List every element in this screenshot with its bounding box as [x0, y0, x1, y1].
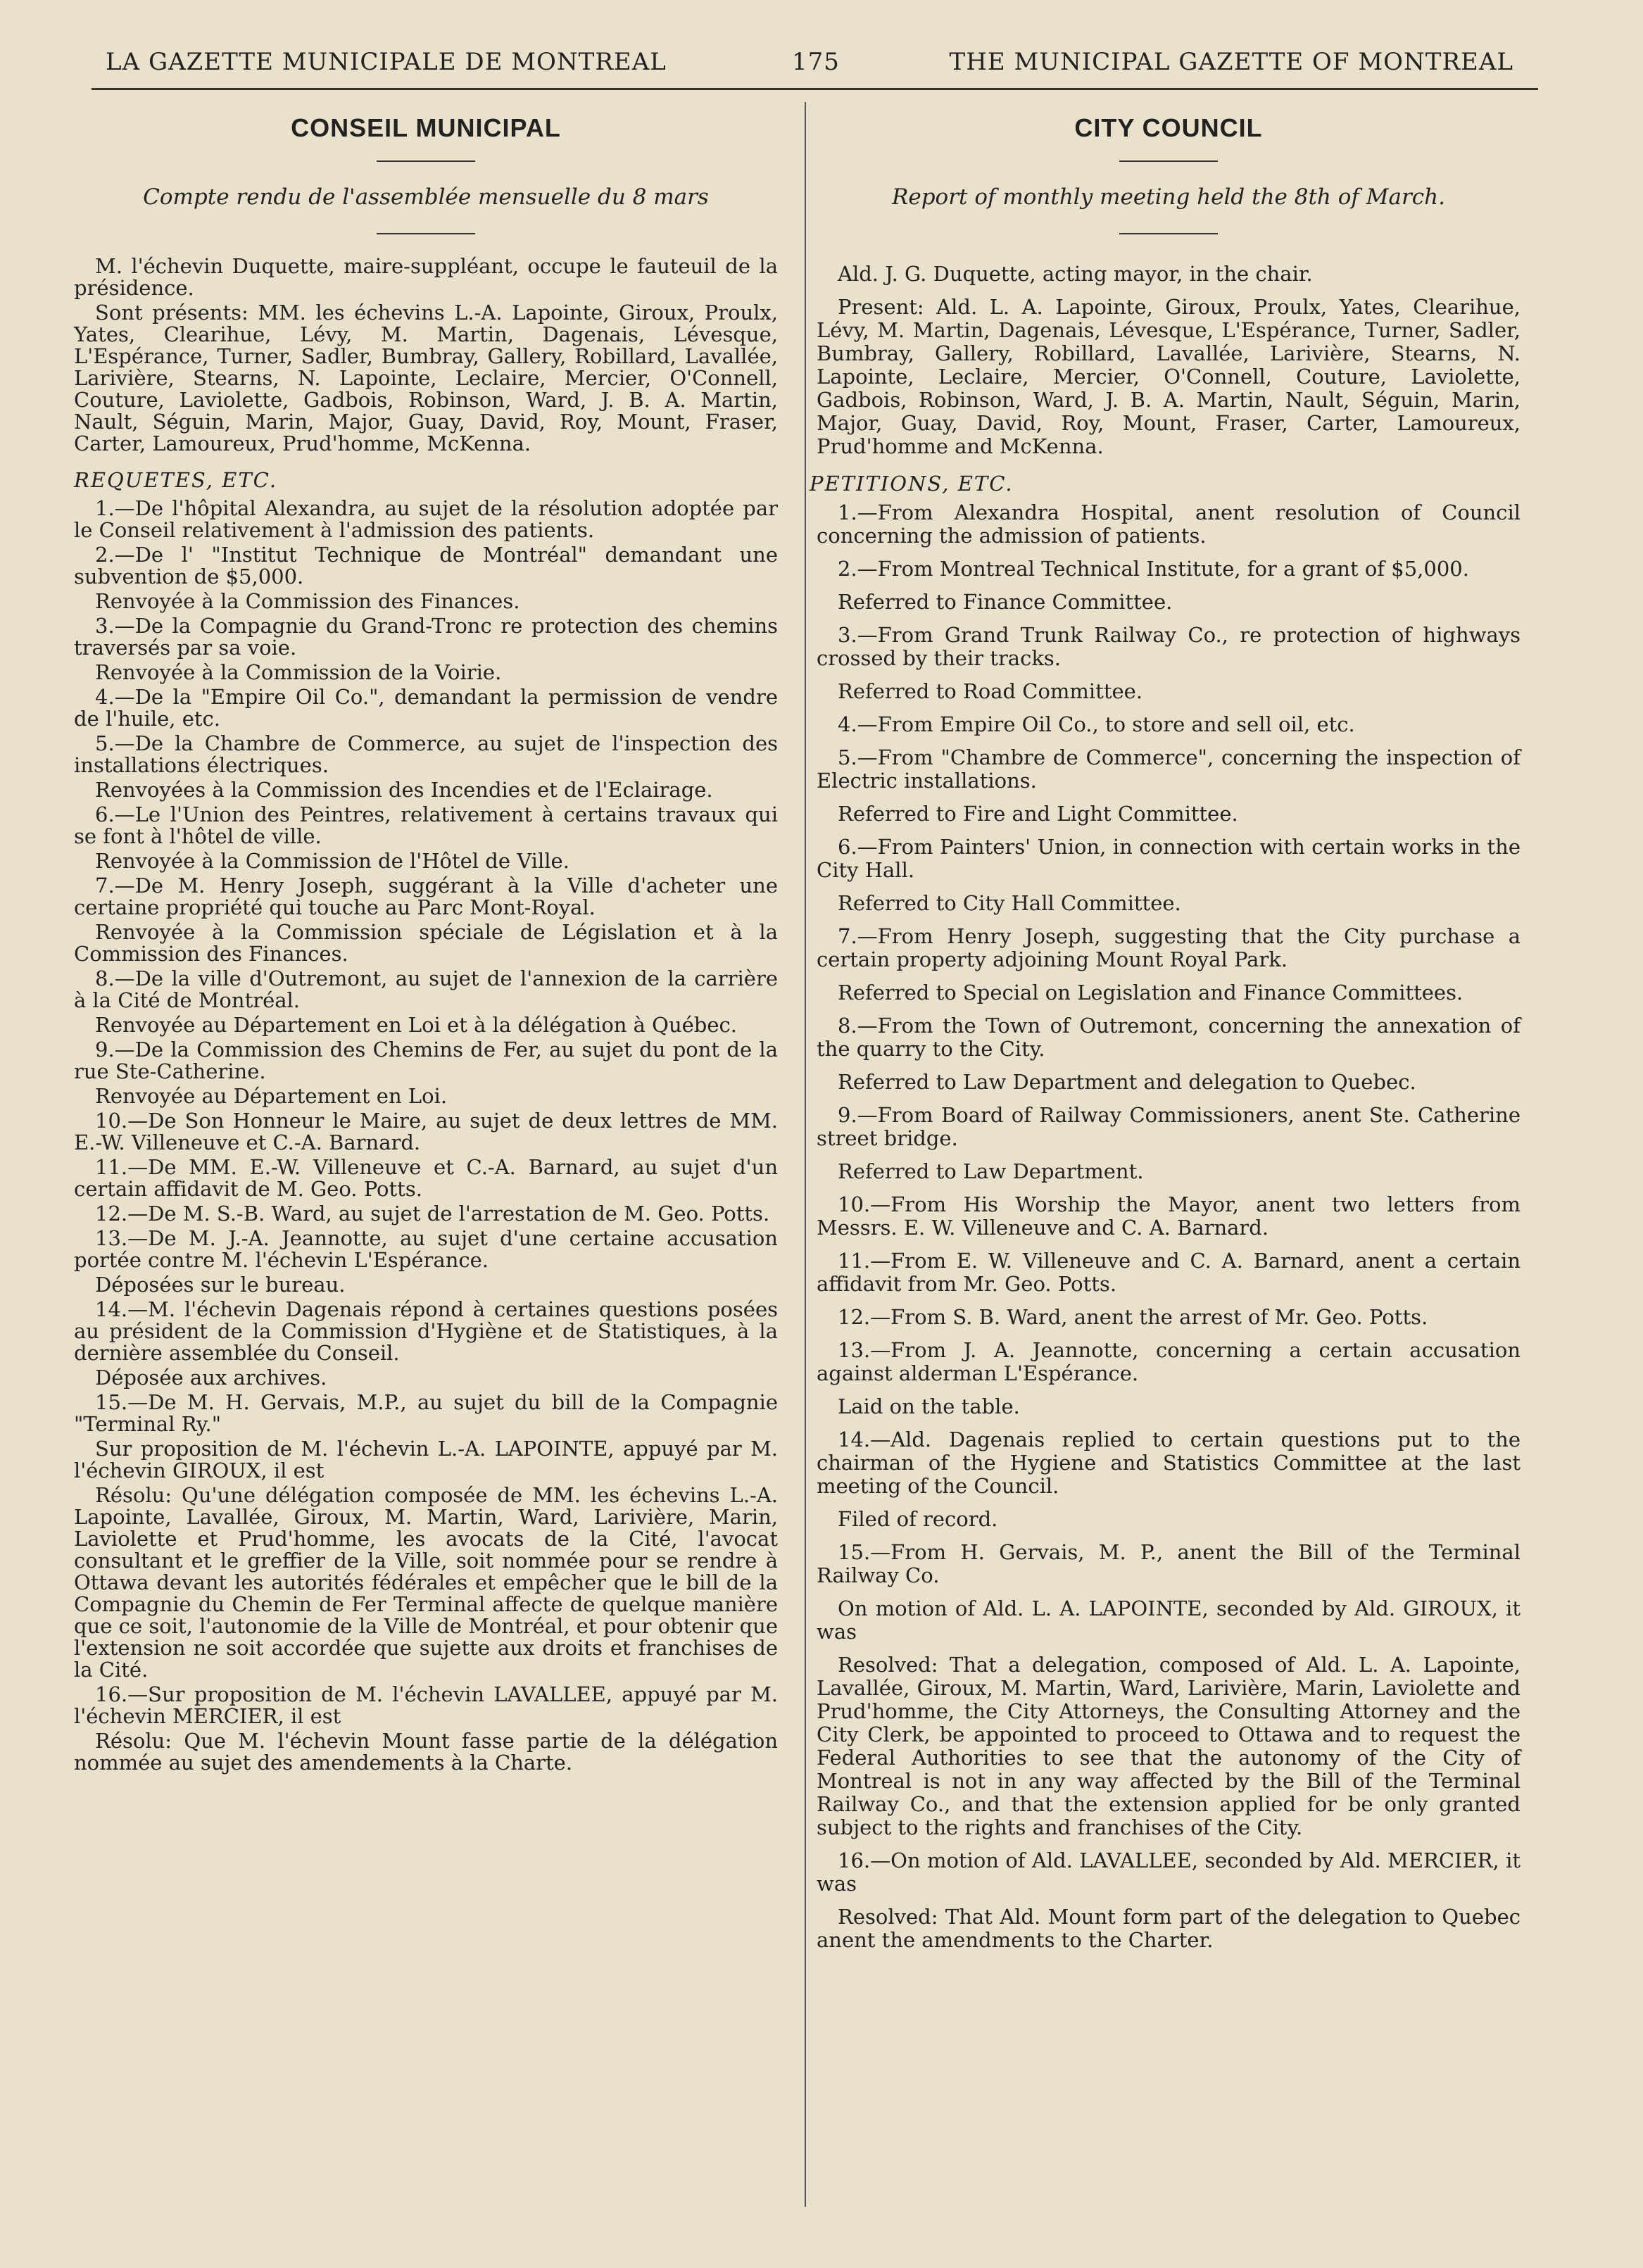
english-body [810, 263, 1528, 1952]
french-paragraph: Résolu: Qu'une délégation composée de MM. les échevins L.-A. Lapointe, Lavallée, Giroux, M. Martin, Ward, Larivière, Marin, Laviolette et Prud'homme, les avocats de la Cité, l'avocat consultant et le greffier de la Ville, soit nommée pour se rendre à Ottawa devant les autorités fédérales et empêcher que le bill de la Compagnie du Chemin de Fer Terminal affecte de quelque manière que ce soit, l'autonomie de la Ville de Montréal, et pour obtenir que l'extension ne soit accordée que sujette aux droits et franchises de la Cité. [74, 1483, 778, 1682]
french-paragraph: 7.—De M. Henry Joseph, suggérant à la Ville d'acheter une certaine propriété qui touche au Parc Mont-Royal. [74, 874, 778, 919]
french-paragraph: 13.—De M. J.-A. Jeannotte, au sujet d'une certaine accusation portée contre M. l'échevin L'Espérance. [74, 1226, 778, 1272]
english-paragraph: Laid on the table. [838, 1394, 1020, 1418]
english-paragraph: Ald. J. G. Duquette, acting mayor, in the chair. [838, 262, 1313, 286]
page-number: 175 [792, 48, 840, 76]
english-paragraph: Filed of record. [838, 1507, 998, 1531]
french-paragraph: Résolu: Que M. l'échevin Mount fasse partie de la délégation nommée au sujet des amendements à la Charte. [74, 1729, 778, 1775]
french-paragraph: Sont présents: MM. les échevins L.-A. Lapointe, Giroux, Proulx, Yates, Clearihue, Lévy, M. Martin, Dagenais, Lévesque, L'Espérance, Turner, Sadler, Bumbray, Gallery, Robillard, Lavallée, Larivière, Stearns, N. Lapointe, Leclaire, Mercier, O'Connell, Couture, Laviolette, Gadbois, Robinson, Ward, J. B. A. Martin, Nault, Séguin, Marin, Major, Guay, David, Roy, Mount, Fraser, Carter, Lamoureux, Prud'homme, McKenna. [74, 301, 778, 455]
english-paragraph: Referred to Fire and Light Committee. [838, 802, 1238, 826]
french-paragraph: 15.—De M. H. Gervais, M.P., au sujet du bill de la Compagnie "Terminal Ry." [74, 1390, 778, 1436]
english-subtitle: Report of monthly meeting held the 8th of March. [892, 184, 1445, 210]
french-subtitle: Compte rendu de l'assemblée mensuelle du 8 mars [143, 184, 709, 210]
french-paragraph: 10.—De Son Honneur le Maire, au sujet de deux lettres de MM. E.-W. Villeneuve et C.-A. Barnard. [74, 1109, 778, 1154]
french-paragraph: 4.—De la "Empire Oil Co.", demandant la permission de vendre de l'huile, etc. [74, 685, 778, 731]
french-body [74, 256, 778, 1774]
english-paragraph: Referred to Law Department and delegation to Quebec. [838, 1070, 1416, 1094]
english-paragraph: 3.—From Grand Trunk Railway Co., re protection of highways crossed by their tracks. [817, 623, 1521, 670]
page-header [106, 41, 1513, 83]
english-paragraph: Referred to City Hall Committee. [838, 891, 1181, 915]
english-paragraph: 15.—From H. Gervais, M. P., anent the Bill of the Terminal Railway Co. [817, 1540, 1521, 1587]
english-paragraph: 8.—From the Town of Outremont, concerning the annexation of the quarry to the City. [817, 1014, 1521, 1061]
french-paragraph: Renvoyée à la Commission de la Voirie. [95, 660, 502, 684]
french-paragraph: Renvoyée à la Commission de l'Hôtel de Ville. [95, 849, 569, 873]
english-paragraph: Referred to Law Department. [838, 1159, 1144, 1183]
header-rule [92, 88, 1538, 90]
french-paragraph: 6.—Le l'Union des Peintres, relativement à certains travaux qui se font à l'hôtel de ville. [74, 802, 778, 848]
english-paragraph: Referred to Finance Committee. [838, 590, 1173, 614]
french-paragraph: 12.—De M. S.-B. Ward, au sujet de l'arrestation de M. Geo. Potts. [95, 1202, 770, 1226]
header-right-title: THE MUNICIPAL GAZETTE OF MONTREAL [949, 48, 1513, 76]
english-paragraph: 1.—From Alexandra Hospital, anent resolution of Council concerning the admission of patients. [817, 500, 1521, 548]
french-title: CONSEIL MUNICIPAL [291, 113, 561, 142]
english-section-heading: PETITIONS, ETC. [810, 472, 1014, 496]
english-paragraph: 2.—From Montreal Technical Institute, for a grant of $5,000. [838, 557, 1469, 581]
english-subtitle-rule [1119, 233, 1218, 234]
french-paragraph: 3.—De la Compagnie du Grand-Tronc re protection des chemins traversés par sa voie. [74, 614, 778, 660]
english-column [810, 106, 1528, 1962]
header-left-title: LA GAZETTE MUNICIPALE DE MONTREAL [106, 48, 667, 76]
french-paragraph: 9.—De la Commission des Chemins de Fer, au sujet du pont de la rue Ste-Catherine. [74, 1038, 778, 1083]
french-subtitle-rule [377, 233, 475, 234]
english-paragraph: Referred to Road Committee. [838, 679, 1143, 703]
french-paragraph: 1.—De l'hôpital Alexandra, au sujet de la résolution adoptée par le Conseil relativement à l'admission des patients. [74, 496, 778, 542]
english-paragraph: 14.—Ald. Dagenais replied to certain questions put to the chairman of the Hygiene and Statistics Committee at the last meeting of the Council. [817, 1428, 1521, 1498]
english-paragraph: Referred to Special on Legislation and Finance Committees. [838, 981, 1463, 1004]
english-paragraph: 10.—From His Worship the Mayor, anent two letters from Messrs. E. W. Villeneuve and C. A. Barnard. [817, 1192, 1521, 1240]
english-paragraph: 13.—From J. A. Jeannotte, concerning a certain accusation against alderman L'Espérance. [817, 1338, 1521, 1385]
french-paragraph: M. l'échevin Duquette, maire-suppléant, occupe le fauteuil de la présidence. [74, 254, 778, 300]
french-section-heading: REQUETES, ETC. [74, 468, 278, 492]
french-paragraph: 8.—De la ville d'Outremont, au sujet de l'annexion de la carrière à la Cité de Montréal. [74, 966, 778, 1012]
french-column [74, 106, 778, 1777]
french-paragraph: 14.—M. l'échevin Dagenais répond à certaines questions posées au président de la Commission d'Hygiène et de Statistiques, à la dernière assemblée du Conseil. [74, 1297, 778, 1365]
english-paragraph: 4.—From Empire Oil Co., to store and sell oil, etc. [838, 712, 1355, 736]
french-paragraph: Sur proposition de M. l'échevin L.-A. LAPOINTE, appuyé par M. l'échevin GIROUX, il est [74, 1437, 778, 1482]
french-paragraph: Déposées sur le bureau. [95, 1273, 346, 1297]
english-paragraph: 12.—From S. B. Ward, anent the arrest of Mr. Geo. Potts. [838, 1305, 1428, 1329]
french-paragraph: Renvoyée à la Commission des Finances. [95, 589, 520, 613]
french-paragraph: 2.—De l' "Institut Technique de Montréal" demandant une subvention de $5,000. [74, 543, 778, 588]
french-paragraph: Renvoyée au Département en Loi et à la délégation à Québec. [95, 1013, 737, 1037]
french-title-rule [377, 160, 475, 162]
english-title: CITY COUNCIL [1074, 113, 1263, 142]
french-paragraph: Renvoyée à la Commission spéciale de Législation et à la Commission des Finances. [74, 920, 778, 966]
english-paragraph: 9.—From Board of Railway Commissioners, anent Ste. Catherine street bridge. [817, 1103, 1521, 1150]
french-paragraph: Renvoyée au Département en Loi. [95, 1084, 448, 1108]
french-paragraph: Déposée aux archives. [95, 1366, 327, 1390]
english-paragraph: Present: Ald. L. A. Lapointe, Giroux, Proulx, Yates, Clearihue, Lévy, M. Martin, Dagenais, Lévesque, L'Espérance, Turner, Sadler, Bumbray, Gallery, Robillard, Lavallée, Larivière, Stearns, N. Lapointe, Leclaire, Mercier, O'Connell, Couture, Laviolette, Gadbois, Robinson, Ward, J. B. A. Martin, Nault, Séguin, Marin, Major, Guay, David, Roy, Mount, Fraser, Carter, Lamoureux, Prud'homme and McKenna. [817, 295, 1521, 458]
english-paragraph: On motion of Ald. L. A. LAPOINTE, seconded by Ald. GIROUX, it was [817, 1596, 1521, 1644]
column-divider [805, 102, 806, 2207]
french-paragraph: 11.—De MM. E.-W. Villeneuve et C.-A. Barnard, au sujet d'un certain affidavit de M. Geo. Potts. [74, 1155, 778, 1201]
english-title-rule [1119, 160, 1218, 162]
french-paragraph: 16.—Sur proposition de M. l'échevin LAVALLEE, appuyé par M. l'échevin MERCIER, il est [74, 1682, 778, 1728]
english-paragraph: 6.—From Painters' Union, in connection with certain works in the City Hall. [817, 835, 1521, 882]
french-paragraph: 5.—De la Chambre de Commerce, au sujet de l'inspection des installations électriques. [74, 731, 778, 777]
english-paragraph: 16.—On motion of Ald. LAVALLEE, seconded by Ald. MERCIER, it was [817, 1848, 1521, 1896]
french-paragraph: Renvoyées à la Commission des Incendies et de l'Eclairage. [95, 778, 713, 802]
english-paragraph: Resolved: That Ald. Mount form part of the delegation to Quebec anent the amendments to the Charter. [817, 1905, 1521, 1952]
english-paragraph: Resolved: That a delegation, composed of Ald. L. A. Lapointe, Lavallée, Giroux, M. Martin, Ward, Larivière, Marin, Laviolette and Prud'homme, the City Attorneys, the Consulting Attorney and the City Clerk, be appointed to proceed to Ottawa and to request the Federal Authorities to see that the autonomy of the City of Montreal is not in any way affected by the Bill of the Terminal Railway Co., and that the extension applied for be only granted subject to the rights and franchises of the City. [817, 1653, 1521, 1839]
english-paragraph: 11.—From E. W. Villeneuve and C. A. Barnard, anent a certain affidavit from Mr. Geo. Potts. [817, 1249, 1521, 1296]
english-paragraph: 5.—From "Chambre de Commerce", concerning the inspection of Electric installations. [817, 745, 1521, 793]
english-paragraph: 7.—From Henry Joseph, suggesting that the City purchase a certain property adjoining Mount Royal Park. [817, 924, 1521, 971]
